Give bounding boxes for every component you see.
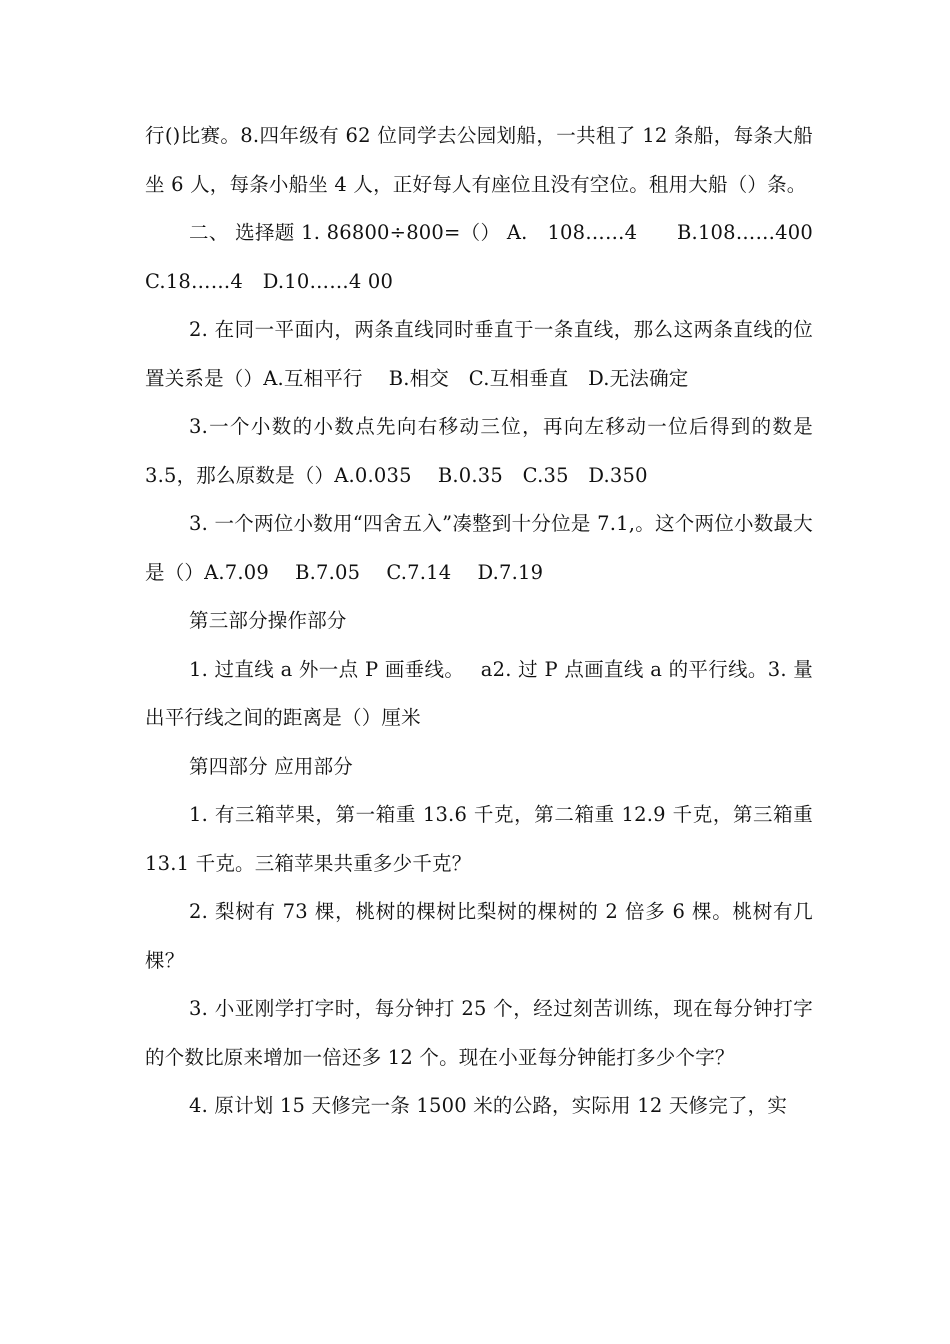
paragraph-choice-q3: 3.一个小数的小数点先向右移动三位，再向左移动一位后得到的数是 3.5，那么原数是（）A.0.035 B.0.35 C.35 D.350: [145, 415, 813, 487]
section-heading-operation: 第三部分操作部分: [189, 609, 347, 632]
paragraph-application-q2: 2. 梨树有 73 棵，桃树的棵树比梨树的棵树的 2 倍多 6 棵。桃树有几棵？: [145, 900, 813, 972]
paragraph-application-q3: 3. 小亚刚学打字时，每分钟打 25 个，经过刻苦训练，现在每分钟打字的个数比原来增加一倍还多 12 个。现在小亚每分钟能打多少个字？: [145, 997, 813, 1069]
section-heading-application: 第四部分 应用部分: [189, 754, 353, 778]
paragraph-choice-section-q1: 二、 选择题 1. 86800÷800=（） A. 108……4 B.108……400 C.18……4 D.10……4 00: [145, 221, 833, 293]
paragraph-operation-tasks: 1. 过直线 a 外一点 P 画垂线。 a2. 过 P 点画直线 a 的平行线。3. 量出平行线之间的距离是（）厘米: [145, 657, 813, 729]
paragraph-choice-q2: 2. 在同一平面内，两条直线同时垂直于一条直线，那么这两条直线的位置关系是（）A.互相平行 B.相交 C.互相垂直 D.无法确定: [145, 318, 813, 390]
document-page: [145, 112, 833, 1131]
paragraph-fill-blank-q8: 行()比赛。8.四年级有 62 位同学去公园划船，一共租了 12 条船，每条大船坐 6 人，每条小船坐 4 人，正好每人有座位且没有空位。租用大船（）条。: [145, 124, 813, 196]
paragraph-choice-q3b: 3. 一个两位小数用“四舍五入”凑整到十分位是 7.1,。这个两位小数最大是（）A.7.09 B.7.05 C.7.14 D.7.19: [145, 512, 813, 584]
paragraph-application-q4: 4. 原计划 15 天修完一条 1500 米的公路，实际用 12 天修完了，实: [189, 1094, 788, 1117]
paragraph-application-q1: 1. 有三箱苹果，第一箱重 13.6 千克，第二箱重 12.9 千克，第三箱重 13.1 千克。三箱苹果共重多少千克？: [145, 803, 813, 875]
